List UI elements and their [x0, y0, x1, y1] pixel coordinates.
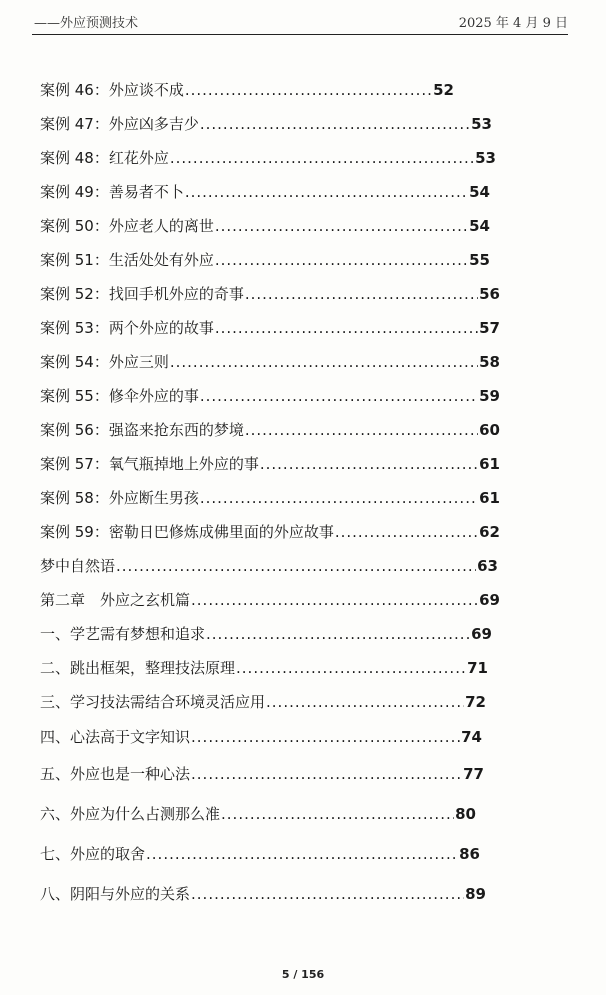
toc-leader-dots [185, 182, 468, 202]
toc-entry-page: 69 [471, 625, 492, 643]
toc-entry[interactable] [40, 522, 500, 542]
toc-entry-title: 案例 46：外应谈不成 [40, 81, 184, 99]
toc-entry-title: 六、外应为什么占测那么准 [40, 805, 221, 823]
toc-entry-title: 案例 55：修伞外应的事 [40, 387, 199, 405]
toc-leader-dots [191, 727, 460, 747]
toc-entry-title: 案例 47：外应凶多吉少 [40, 115, 199, 133]
toc-entry-title: 案例 54：外应三则 [40, 353, 169, 371]
header-document-title: ——外应预测技术 [34, 16, 139, 31]
toc-entry-title: 案例 59：密勒日巴修炼成佛里面的外应故事 [40, 523, 334, 541]
toc-entry-title: 梦中自然语 [40, 557, 116, 575]
toc-entry-page: 53 [475, 149, 496, 167]
toc-entry[interactable] [40, 216, 490, 236]
toc-leader-dots [215, 216, 468, 236]
toc-leader-dots [170, 352, 478, 372]
toc-entry-title: 案例 51：生活处处有外应 [40, 251, 214, 269]
toc-entry-page: 56 [479, 285, 500, 303]
toc-leader-dots [221, 804, 454, 824]
toc-entry[interactable] [40, 114, 492, 134]
toc-entry-page: 80 [455, 805, 476, 823]
toc-entry-page: 86 [459, 845, 480, 863]
toc-entry-page: 58 [479, 353, 500, 371]
toc-entry-page: 74 [461, 728, 482, 746]
toc-leader-dots [335, 522, 478, 542]
toc-entry-page: 59 [479, 387, 500, 405]
toc-leader-dots [191, 884, 464, 904]
header-date: 2025 年 4 月 9 日 [458, 16, 568, 31]
toc-leader-dots [206, 624, 470, 644]
toc-entry[interactable] [40, 844, 480, 864]
toc-entry-title: 一、学艺需有梦想和追求 [40, 625, 206, 643]
toc-entry-title: 案例 57：氧气瓶掉地上外应的事 [40, 455, 259, 473]
toc-entry[interactable] [40, 692, 486, 712]
toc-entry[interactable] [40, 556, 498, 576]
toc-entry-title: 四、心法高于文字知识 [40, 728, 191, 746]
toc-entry-title: 案例 48：红花外应 [40, 149, 169, 167]
toc-entry-title: 案例 56：强盗来抢东西的梦境 [40, 421, 244, 439]
toc-entry-title: 案例 52：找回手机外应的奇事 [40, 285, 244, 303]
toc-entry-title: 二、跳出框架，整理技法原理 [40, 659, 236, 677]
toc-entry[interactable] [40, 488, 500, 508]
toc-entry-page: 71 [467, 659, 488, 677]
header-divider [32, 34, 568, 35]
page-footer [0, 968, 606, 981]
toc-entry[interactable] [40, 624, 492, 644]
toc-entry-title: 第二章 外应之玄机篇 [40, 591, 191, 609]
toc-entry[interactable] [40, 386, 500, 406]
toc-leader-dots [266, 692, 464, 712]
toc-leader-dots [170, 148, 474, 168]
toc-leader-dots [215, 318, 478, 338]
toc-entry[interactable] [40, 804, 476, 824]
toc-entry-title: 案例 49：善易者不卜 [40, 183, 184, 201]
toc-entry-page: 55 [469, 251, 490, 269]
toc-entry[interactable] [40, 352, 500, 372]
toc-leader-dots [245, 420, 478, 440]
toc-entry-page: 89 [465, 885, 486, 903]
toc-entry-page: 61 [479, 455, 500, 473]
toc-entry[interactable] [40, 884, 486, 904]
toc-entry[interactable] [40, 658, 488, 678]
toc-entry[interactable] [40, 182, 490, 202]
page-header [32, 10, 568, 34]
toc-entry[interactable] [40, 80, 454, 100]
toc-entry[interactable] [40, 148, 496, 168]
toc-leader-dots [185, 80, 432, 100]
toc-entry-page: 62 [479, 523, 500, 541]
toc-entry[interactable] [40, 590, 500, 610]
toc-leader-dots [116, 556, 476, 576]
toc-entry-title: 案例 58：外应断生男孩 [40, 489, 199, 507]
toc-entry[interactable] [40, 250, 490, 270]
toc-entry-title: 三、学习技法需结合环境灵活应用 [40, 693, 266, 711]
toc-entry-title: 七、外应的取舍 [40, 845, 146, 863]
toc-leader-dots [245, 284, 478, 304]
toc-leader-dots [200, 114, 470, 134]
toc-entry-page: 69 [479, 591, 500, 609]
toc-leader-dots [200, 488, 478, 508]
toc-entry[interactable] [40, 318, 500, 338]
toc-entry-title: 八、阴阳与外应的关系 [40, 885, 191, 903]
toc-leader-dots [191, 764, 462, 784]
toc-entry-page: 53 [471, 115, 492, 133]
toc-entry-page: 72 [465, 693, 486, 711]
toc-leader-dots [236, 658, 466, 678]
toc-leader-dots [200, 386, 478, 406]
toc-entry[interactable] [40, 420, 500, 440]
toc-entry[interactable] [40, 454, 500, 474]
toc-entry-page: 60 [479, 421, 500, 439]
toc-leader-dots [191, 590, 478, 610]
toc-entry[interactable] [40, 764, 484, 784]
toc-entry-page: 63 [477, 557, 498, 575]
toc-entry-page: 54 [469, 217, 490, 235]
toc-entry[interactable] [40, 727, 482, 747]
toc-leader-dots [146, 844, 458, 864]
toc-entry-page: 54 [469, 183, 490, 201]
toc-entry-page: 77 [463, 765, 484, 783]
toc-entry-page: 61 [479, 489, 500, 507]
toc-entry-page: 52 [433, 81, 454, 99]
page-number-indicator: 5 / 156 [281, 968, 325, 981]
toc-entry-page: 57 [479, 319, 500, 337]
toc-leader-dots [215, 250, 468, 270]
toc-leader-dots [260, 454, 478, 474]
toc-entry-title: 案例 50：外应老人的离世 [40, 217, 214, 235]
toc-entry-title: 案例 53：两个外应的故事 [40, 319, 214, 337]
toc-entry-title: 五、外应也是一种心法 [40, 765, 191, 783]
toc-entry[interactable] [40, 284, 500, 304]
